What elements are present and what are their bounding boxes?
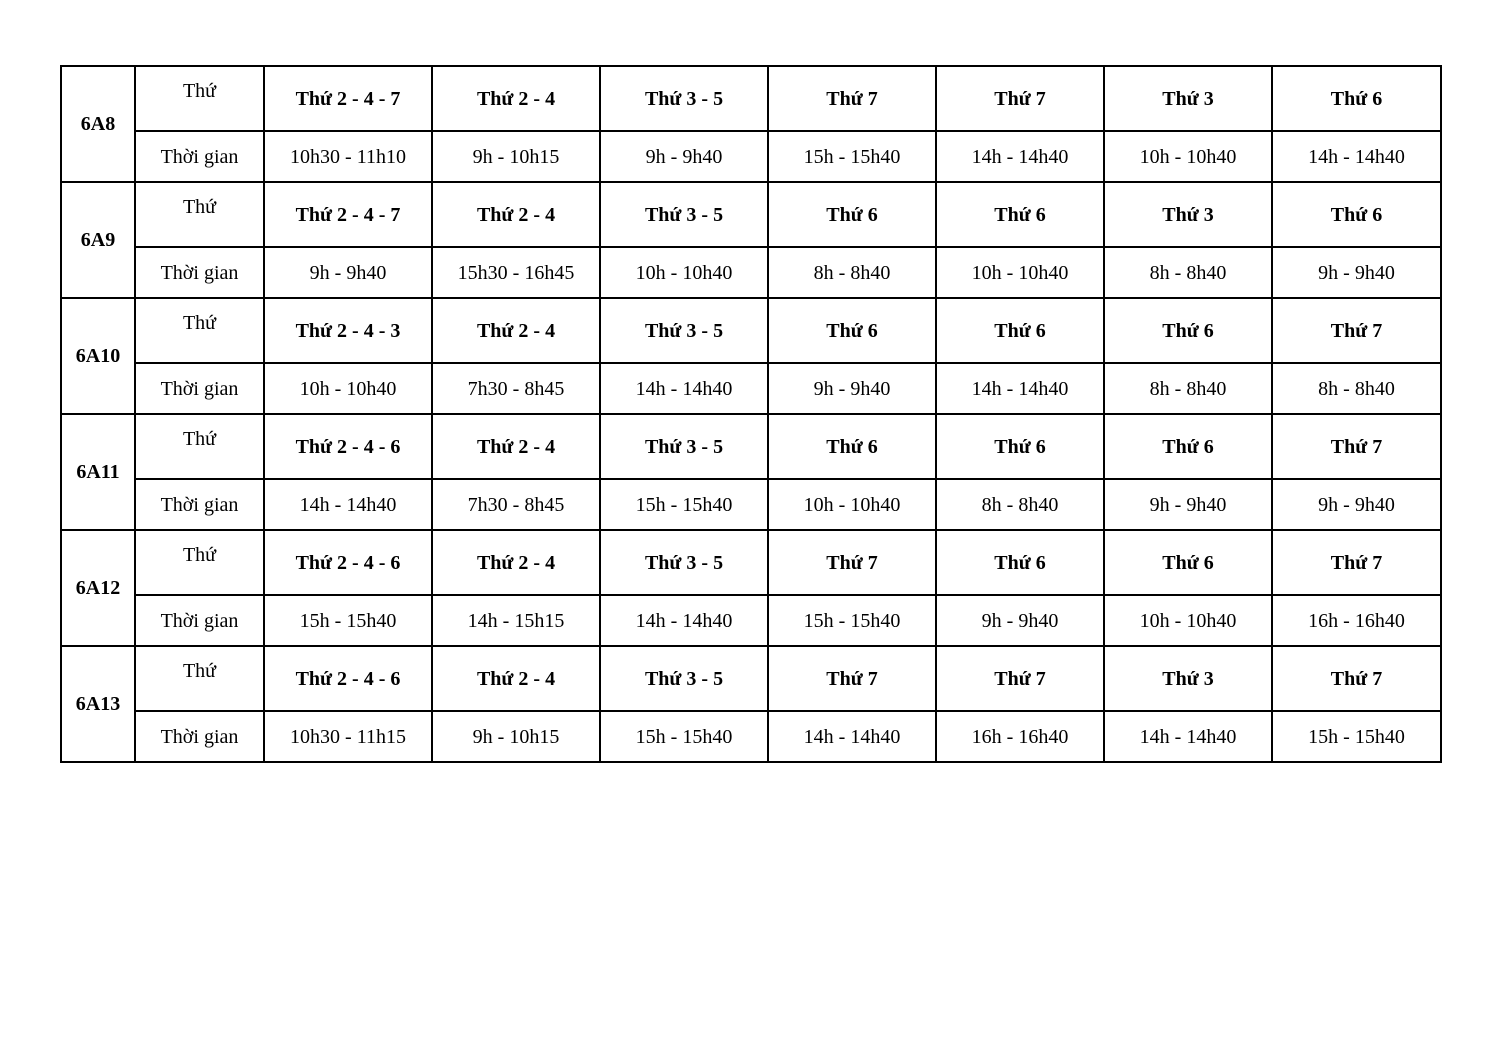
day-cell: Thứ 7 [936, 646, 1104, 711]
day-cell: Thứ 2 - 4 [432, 298, 600, 363]
day-cell: Thứ 2 - 4 [432, 414, 600, 479]
time-cell: 8h - 8h40 [1104, 247, 1272, 298]
time-row-label: Thời gian [135, 479, 264, 530]
time-row-label: Thời gian [135, 711, 264, 762]
day-cell: Thứ 6 [768, 298, 936, 363]
day-cell: Thứ 2 - 4 - 6 [264, 646, 432, 711]
class-time-row [61, 247, 1441, 298]
time-cell: 14h - 14h40 [936, 131, 1104, 182]
class-time-row [61, 363, 1441, 414]
day-cell: Thứ 2 - 4 - 7 [264, 182, 432, 247]
schedule-body [61, 66, 1441, 762]
time-cell: 8h - 8h40 [936, 479, 1104, 530]
class-time-row [61, 479, 1441, 530]
time-cell: 8h - 8h40 [1104, 363, 1272, 414]
day-row-label: Thứ [135, 646, 264, 711]
day-cell: Thứ 3 - 5 [600, 298, 768, 363]
time-cell: 9h - 9h40 [936, 595, 1104, 646]
day-cell: Thứ 3 - 5 [600, 66, 768, 131]
day-cell: Thứ 6 [1104, 298, 1272, 363]
day-cell: Thứ 6 [1272, 66, 1441, 131]
time-cell: 14h - 14h40 [600, 595, 768, 646]
class-name-cell: 6A10 [61, 298, 135, 414]
time-cell: 14h - 14h40 [1104, 711, 1272, 762]
time-cell: 10h30 - 11h10 [264, 131, 432, 182]
time-cell: 14h - 15h15 [432, 595, 600, 646]
time-cell: 14h - 14h40 [936, 363, 1104, 414]
time-cell: 15h - 15h40 [600, 711, 768, 762]
time-cell: 14h - 14h40 [768, 711, 936, 762]
time-cell: 10h - 10h40 [600, 247, 768, 298]
time-cell: 15h - 15h40 [600, 479, 768, 530]
time-cell: 14h - 14h40 [600, 363, 768, 414]
day-cell: Thứ 6 [768, 414, 936, 479]
time-cell: 9h - 9h40 [1272, 247, 1441, 298]
time-cell: 16h - 16h40 [936, 711, 1104, 762]
time-cell: 10h - 10h40 [1104, 595, 1272, 646]
time-cell: 10h - 10h40 [264, 363, 432, 414]
day-cell: Thứ 2 - 4 - 6 [264, 530, 432, 595]
day-cell: Thứ 7 [1272, 646, 1441, 711]
time-cell: 7h30 - 8h45 [432, 363, 600, 414]
time-cell: 10h - 10h40 [936, 247, 1104, 298]
day-cell: Thứ 3 [1104, 182, 1272, 247]
schedule-table [60, 65, 1442, 763]
time-cell: 8h - 8h40 [768, 247, 936, 298]
day-cell: Thứ 7 [936, 66, 1104, 131]
day-cell: Thứ 3 - 5 [600, 646, 768, 711]
time-cell: 9h - 10h15 [432, 711, 600, 762]
class-name-cell: 6A8 [61, 66, 135, 182]
time-row-label: Thời gian [135, 363, 264, 414]
time-cell: 10h - 10h40 [1104, 131, 1272, 182]
time-cell: 9h - 9h40 [1104, 479, 1272, 530]
class-name-cell: 6A9 [61, 182, 135, 298]
time-cell: 10h - 10h40 [768, 479, 936, 530]
class-name-cell: 6A12 [61, 530, 135, 646]
day-cell: Thứ 3 [1104, 66, 1272, 131]
day-cell: Thứ 6 [936, 182, 1104, 247]
day-row-label: Thứ [135, 530, 264, 595]
day-cell: Thứ 3 - 5 [600, 414, 768, 479]
day-cell: Thứ 3 - 5 [600, 182, 768, 247]
day-cell: Thứ 6 [936, 414, 1104, 479]
class-time-row [61, 131, 1441, 182]
time-cell: 9h - 10h15 [432, 131, 600, 182]
day-cell: Thứ 3 - 5 [600, 530, 768, 595]
time-cell: 15h - 15h40 [768, 131, 936, 182]
day-row-label: Thứ [135, 298, 264, 363]
day-cell: Thứ 6 [936, 530, 1104, 595]
class-name-cell: 6A13 [61, 646, 135, 762]
class-day-row [61, 646, 1441, 711]
time-cell: 9h - 9h40 [1272, 479, 1441, 530]
class-time-row [61, 711, 1441, 762]
day-cell: Thứ 2 - 4 [432, 530, 600, 595]
day-cell: Thứ 2 - 4 - 6 [264, 414, 432, 479]
time-cell: 9h - 9h40 [600, 131, 768, 182]
day-cell: Thứ 6 [1104, 414, 1272, 479]
day-cell: Thứ 7 [1272, 530, 1441, 595]
time-row-label: Thời gian [135, 595, 264, 646]
day-cell: Thứ 2 - 4 - 3 [264, 298, 432, 363]
day-cell: Thứ 7 [1272, 414, 1441, 479]
day-cell: Thứ 7 [768, 66, 936, 131]
day-cell: Thứ 6 [768, 182, 936, 247]
day-cell: Thứ 2 - 4 - 7 [264, 66, 432, 131]
time-cell: 15h - 15h40 [264, 595, 432, 646]
time-cell: 8h - 8h40 [1272, 363, 1441, 414]
class-day-row [61, 530, 1441, 595]
day-cell: Thứ 2 - 4 [432, 182, 600, 247]
time-cell: 14h - 14h40 [264, 479, 432, 530]
day-cell: Thứ 2 - 4 [432, 66, 600, 131]
time-row-label: Thời gian [135, 131, 264, 182]
day-cell: Thứ 7 [768, 646, 936, 711]
day-cell: Thứ 6 [1272, 182, 1441, 247]
class-day-row [61, 182, 1441, 247]
time-cell: 16h - 16h40 [1272, 595, 1441, 646]
day-cell: Thứ 2 - 4 [432, 646, 600, 711]
day-cell: Thứ 7 [1272, 298, 1441, 363]
day-cell: Thứ 6 [1104, 530, 1272, 595]
time-row-label: Thời gian [135, 247, 264, 298]
day-cell: Thứ 6 [936, 298, 1104, 363]
day-cell: Thứ 3 [1104, 646, 1272, 711]
time-cell: 10h30 - 11h15 [264, 711, 432, 762]
class-name-cell: 6A11 [61, 414, 135, 530]
class-day-row [61, 414, 1441, 479]
day-row-label: Thứ [135, 66, 264, 131]
day-cell: Thứ 7 [768, 530, 936, 595]
day-row-label: Thứ [135, 182, 264, 247]
time-cell: 15h - 15h40 [1272, 711, 1441, 762]
class-day-row [61, 66, 1441, 131]
time-cell: 14h - 14h40 [1272, 131, 1441, 182]
class-day-row [61, 298, 1441, 363]
day-row-label: Thứ [135, 414, 264, 479]
time-cell: 9h - 9h40 [264, 247, 432, 298]
time-cell: 9h - 9h40 [768, 363, 936, 414]
time-cell: 15h - 15h40 [768, 595, 936, 646]
class-time-row [61, 595, 1441, 646]
time-cell: 15h30 - 16h45 [432, 247, 600, 298]
time-cell: 7h30 - 8h45 [432, 479, 600, 530]
